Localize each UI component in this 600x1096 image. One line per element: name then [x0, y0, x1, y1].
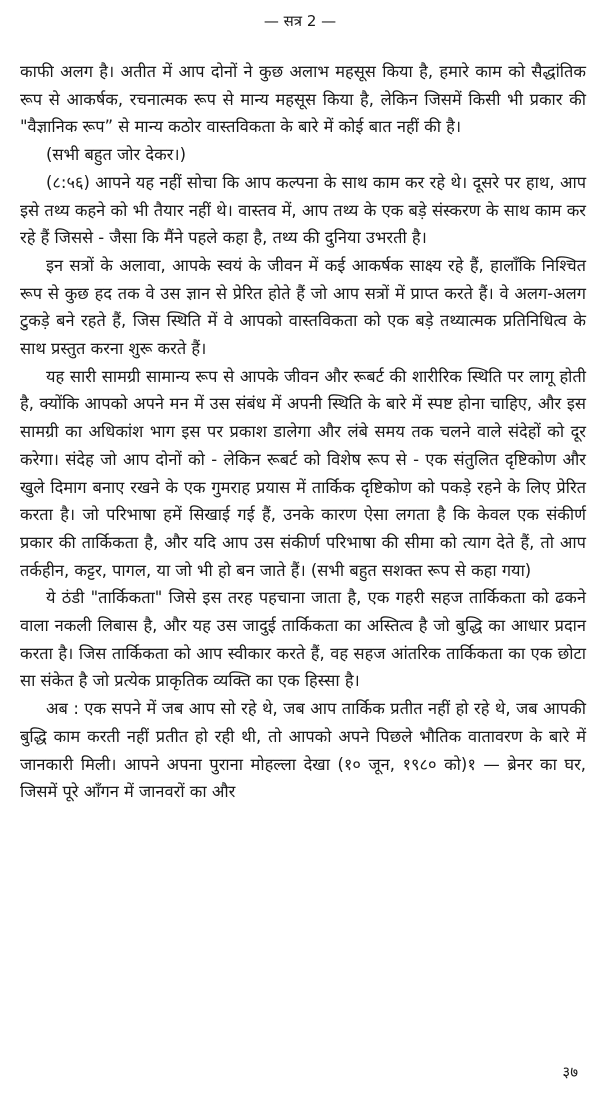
paragraph: ये ठंडी "तार्किकता" जिसे इस तरह पहचाना जाता है, एक गहरी सहज तार्किकता को ढकने वाला नकली लिबास है, और यह उस जादुई तार्किकता का अस्तित्व है जो बुद्धि का आधार प्रदान करता है। जिस तार्किकता को आप स्वीकार करते हैं, वह सहज आंतरिक तार्किकता का एक छोटा सा संकेत है जो प्रत्येक प्राकृतिक व्यक्ति का एक हिस्सा है।	[20, 588, 586, 691]
paragraph: (८:५६) आपने यह नहीं सोचा कि आप कल्पना के साथ काम कर रहे थे। दूसरे पर हाथ, आप इसे तथ्य कहने को भी तैयार नहीं थे। वास्तव में, आप तथ्य के एक बड़े संस्करण के साथ काम कर रहे हैं जिससे - जैसा कि मैंने पहले कहा है, तथ्य की दुनिया उभरती है।	[20, 172, 587, 248]
paragraph: इन सत्रों के अलावा, आपके स्वयं के जीवन में कई आकर्षक साक्ष्य रहे हैं, हालाँकि निश्चित रूप से कुछ हद तक वे उस ज्ञान से प्रेरित होते हैं जो आप सत्रों में प्राप्त करते हैं। वे अलग-अलग टुकड़े बने रहते हैं, जिस स्थिति में वे आपको वास्तविकता को एक बड़े तथ्यात्मक प्रतिनिधित्व के साथ प्रस्तुत करना शुरू करते हैं।	[20, 255, 586, 359]
page-number: ३७	[562, 1063, 578, 1081]
paragraph: यह सारी सामग्री सामान्य रूप से आपके जीवन और रूबर्ट की शारीरिक स्थिति पर लागू होती है, क्योंकि आपको अपने मन में उस संबंध में अपनी स्थिति के बारे में स्पष्ट होना चाहिए, और इस सामग्री का अधिकांश भाग इस पर प्रकाश डालेगा और लंबे समय तक चलने वाले संदेहों को दूर करेगा। संदेह जो आप दोनों को - लेकिन रूबर्ट को विशेष रूप से - एक संतुलित दृष्टिकोण और खुले दिमाग बनाए रखने के एक गुमराह प्रयास में तार्किक दृष्टिकोण को पकड़े रहने के लिए प्रेरित करता है। जो परिभाषा हमें सिखाई गई हैं, उनके कारण ऐसा लगता है कि केवल एक संकीर्ण प्रकार की तार्किकता है, और यदि आप उस संकीर्ण परिभाषा की सीमा को त्याग देते हैं, तो आप तर्कहीन, कट्टर, पागल, या जो भी हो बन जाते हैं। (सभी बहुत सशक्त रूप से कहा गया)	[20, 366, 586, 580]
paragraph: अब : एक सपने में जब आप सो रहे थे, जब आप तार्किक प्रतीत नहीं हो रहे थे, जब आपकी बुद्धि काम करती नहीं प्रतीत हो रही थी, तो आपको अपने पिछले भौतिक वातावरण के बारे में जानकारी मिली। आपने अपना पुराना मोहल्ला देखा (१० जून, १९८० को)१ — ब्रेनर का घर, जिसमें पूरे आँगन में जानवरों का और	[20, 699, 586, 802]
paragraph: (सभी बहुत जोर देकर।)	[46, 145, 186, 165]
body-text	[20, 58, 586, 806]
paragraph: काफी अलग है। अतीत में आप दोनों ने कुछ अलाभ महसूस किया है, हमारे काम को सैद्धांतिक रूप से आकर्षक, रचनात्मक रूप से मान्य महसूस किया है, लेकिन जिसमें किसी भी प्रकार की "वैज्ञानिक रूप” से मान्य कठोर वास्तविकता के बारे में कोई बात नहीं की है।	[20, 62, 586, 137]
session-header: — सत्र 2 —	[263, 12, 337, 30]
